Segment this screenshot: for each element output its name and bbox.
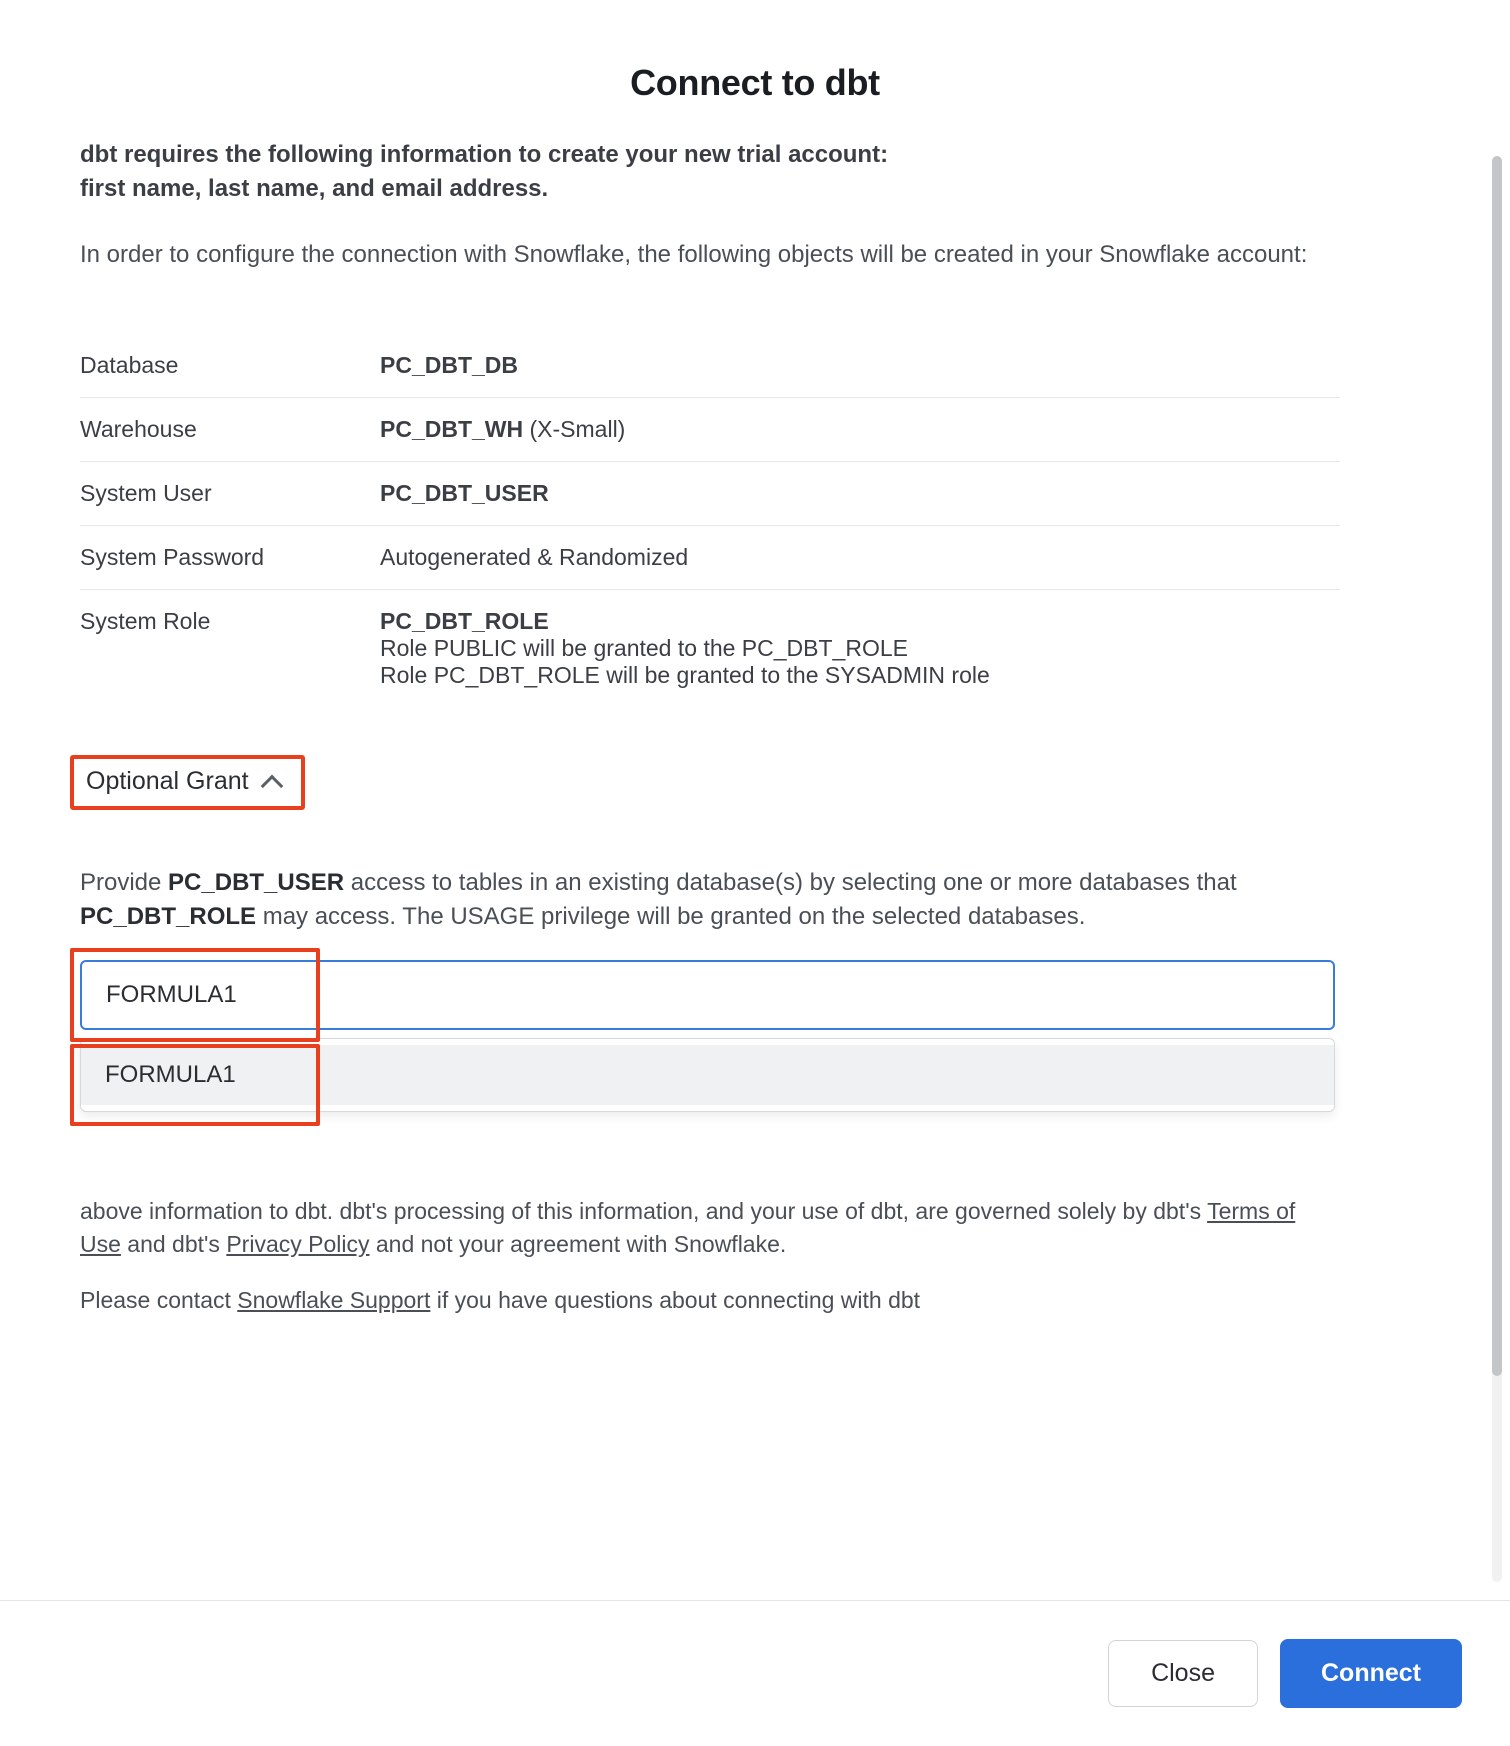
object-value-system-role-sub-2: Role PC_DBT_ROLE will be granted to the SYSADMIN role — [380, 662, 990, 689]
object-label-system-password: System Password — [80, 526, 380, 590]
optional-grant-highlight — [70, 755, 305, 810]
grant-desc-user: PC_DBT_USER — [168, 869, 345, 897]
optional-grant-toggle[interactable] — [86, 767, 283, 796]
close-button[interactable]: Close — [1108, 1640, 1258, 1707]
legal-p1-b: and dbt's — [120, 1230, 227, 1257]
privacy-policy-link[interactable]: Privacy Policy — [226, 1230, 370, 1257]
object-value-system-password: Autogenerated & Randomized — [380, 526, 1340, 590]
intro-configuration: In order to configure the connection with Snowflake, the following objects will be created in your Snowflake account: — [80, 241, 1308, 269]
dialog-scroll-area — [0, 138, 1510, 1600]
object-value-warehouse — [380, 398, 1340, 462]
object-value-warehouse-bold: PC_DBT_WH — [380, 416, 524, 443]
database-select-zone — [80, 960, 1340, 1110]
table-row — [80, 590, 1340, 708]
legal-paragraph-2 — [80, 1284, 1340, 1317]
object-value-system-role-bold: PC_DBT_ROLE — [380, 608, 549, 635]
database-option-formula1[interactable]: FORMULA1 — [81, 1045, 1334, 1105]
intro-requirements-line-1: dbt requires the following information to create your new trial account: — [80, 141, 889, 168]
terms-of-use-link[interactable]: Terms of Use — [80, 1198, 1296, 1257]
legal-paragraph-1 — [80, 1195, 1340, 1260]
object-value-system-user-bold: PC_DBT_USER — [380, 480, 549, 507]
grant-desc-part3: may access. The USAGE privilege will be granted on the selected databases. — [256, 903, 1086, 931]
snowflake-support-link[interactable]: Snowflake Support — [237, 1287, 431, 1314]
intro-requirements-line-2: first name, last name, and email address. — [80, 175, 549, 203]
table-row — [80, 462, 1340, 526]
object-value-database — [380, 334, 1340, 398]
object-label-warehouse: Warehouse — [80, 398, 380, 462]
object-value-system-user — [380, 462, 1340, 526]
grant-desc-part1: Provide — [80, 869, 169, 897]
legal-p2-b: if you have questions about connecting with dbt — [430, 1287, 921, 1314]
connect-button[interactable]: Connect — [1280, 1639, 1462, 1708]
legal-text — [80, 1138, 1340, 1317]
scrollbar-track[interactable] — [1492, 156, 1502, 1582]
dialog-footer — [0, 1600, 1510, 1746]
object-label-system-role: System Role — [80, 608, 211, 635]
object-value-database-bold: PC_DBT_DB — [380, 352, 519, 379]
database-select-input[interactable]: FORMULA1 — [80, 960, 1335, 1030]
scrollbar-thumb[interactable] — [1492, 156, 1502, 1376]
grant-desc-role: PC_DBT_ROLE — [80, 903, 257, 931]
object-label-system-user: System User — [80, 462, 380, 526]
grant-desc-part2: access to tables in an existing database(s) by selecting one or more databases that — [344, 869, 1237, 897]
legal-p2-a: Please contact — [80, 1287, 238, 1314]
object-value-system-role — [380, 590, 1340, 708]
table-row — [80, 334, 1340, 398]
dialog-content — [0, 138, 1420, 1317]
intro-requirements — [80, 138, 1340, 206]
database-select-dropdown — [80, 1038, 1335, 1112]
object-value-system-role-sub-1: Role PUBLIC will be granted to the PC_DBT_ROLE — [380, 635, 908, 662]
table-row — [80, 526, 1340, 590]
object-value-warehouse-rest: (X-Small) — [523, 416, 626, 443]
object-label-database: Database — [80, 334, 380, 398]
chevron-up-icon — [263, 772, 283, 792]
optional-grant-label: Optional Grant — [86, 767, 249, 796]
legal-p1-a: above information to dbt. dbt's processing of this information, and your use of dbt, are governed solely by dbt's — [80, 1198, 1208, 1225]
table-row — [80, 398, 1340, 462]
page-title: Connect to dbt — [630, 62, 880, 103]
objects-table — [80, 334, 1340, 707]
optional-grant-description — [80, 866, 1340, 934]
legal-p1-c: and not your agreement with Snowflake. — [369, 1230, 787, 1257]
